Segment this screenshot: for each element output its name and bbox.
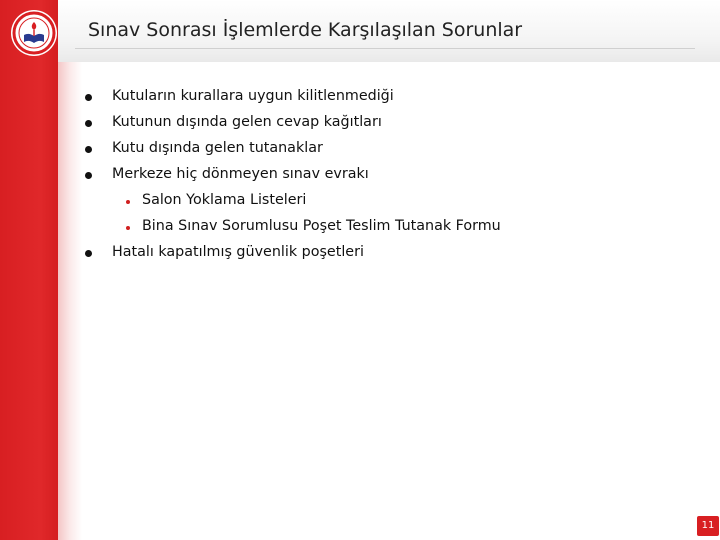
title-divider xyxy=(75,48,695,49)
meb-logo-icon xyxy=(10,9,58,57)
sub-bullet-item: Salon Yoklama Listeleri xyxy=(142,192,307,208)
bullet-item: Hatalı kapatılmış güvenlik poşetleri xyxy=(112,244,364,260)
page-number-badge: 11 xyxy=(697,516,719,536)
slide-title: Sınav Sonrası İşlemlerde Karşılaşılan Sorunlar xyxy=(88,19,523,41)
left-bar-fade xyxy=(58,0,82,540)
sub-bullet-item: Bina Sınav Sorumlusu Poşet Teslim Tutanak Formu xyxy=(142,218,501,234)
bullet-dot-icon xyxy=(85,146,92,153)
bullet-item: Kutuların kurallara uygun kilitlenmediği xyxy=(112,88,394,104)
left-red-bar xyxy=(0,0,58,540)
bullet-dot-icon xyxy=(85,172,92,179)
bullet-item: Kutunun dışında gelen cevap kağıtları xyxy=(112,114,382,130)
sub-bullet-dot-icon xyxy=(126,200,130,204)
bullet-item: Kutu dışında gelen tutanaklar xyxy=(112,140,323,156)
bullet-dot-icon xyxy=(85,120,92,127)
bullet-item: Merkeze hiç dönmeyen sınav evrakı xyxy=(112,166,369,182)
bullet-dot-icon xyxy=(85,250,92,257)
bullet-dot-icon xyxy=(85,94,92,101)
sub-bullet-dot-icon xyxy=(126,226,130,230)
